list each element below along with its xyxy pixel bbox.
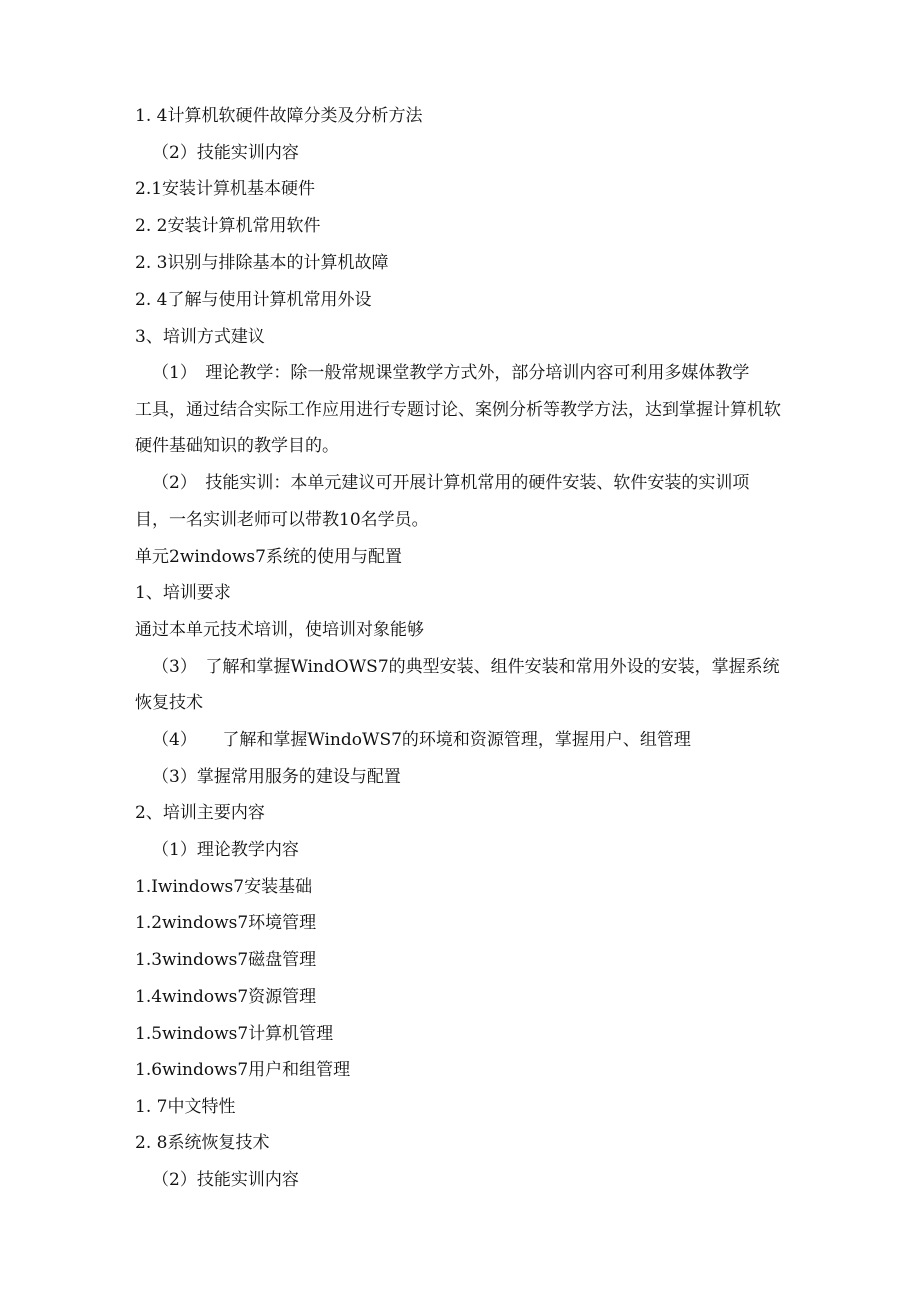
section-heading: 1、培训要求 (135, 583, 231, 603)
text-line: 1.6windows7用户和组管理 (135, 1060, 351, 1080)
text-line: （3）掌握常用服务的建设与配置 (152, 767, 401, 787)
text-line: （2） 技能实训：本单元建议可开展计算机常用的硬件安装、软件安装的实训项 (152, 473, 750, 493)
text-line: （1）理论教学内容 (152, 840, 299, 860)
text-line: 2.1安装计算机基本硬件 (135, 179, 316, 199)
text-line: 1.4windows7资源管理 (135, 987, 317, 1007)
text-line: （2）技能实训内容 (152, 1170, 299, 1190)
text-line: 硬件基础知识的教学目的。 (135, 436, 339, 456)
text-line: 1. 4计算机软硬件故障分类及分析方法 (135, 106, 423, 126)
unit-heading: 单元2windows7系统的使用与配置 (135, 547, 402, 567)
text-line: （1） 理论教学：除一般常规课堂教学方式外，部分培训内容可利用多媒体教学 (152, 363, 750, 383)
text-line: 1. 7中文特性 (135, 1097, 236, 1117)
text-line: 工具，通过结合实际工作应用进行专题讨论、案例分析等教学方法，达到掌握计算机软 (135, 400, 781, 420)
text-line: 通过本单元技术培训，使培训对象能够 (135, 620, 424, 640)
text-line: 1.2windows7环境管理 (135, 913, 317, 933)
text-line: 1.3windows7磁盘管理 (135, 950, 317, 970)
section-heading: 3、培训方式建议 (135, 327, 265, 347)
text-line: 恢复技术 (135, 693, 203, 713)
text-line: （2）技能实训内容 (152, 143, 299, 163)
text-line: 2. 3识别与排除基本的计算机故障 (135, 253, 389, 273)
text-line: （4） 了解和掌握WindoWS7的环境和资源管理，掌握用户、组管理 (152, 730, 691, 750)
text-line: 2. 8系统恢复技术 (135, 1133, 270, 1153)
text-line: 2. 2安装计算机常用软件 (135, 216, 321, 236)
text-line: 1.Iwindows7安装基础 (135, 877, 313, 897)
text-line: （3） 了解和掌握WindOWS7的典型安装、组件安装和常用外设的安装，掌握系统 (152, 657, 780, 677)
text-line: 目，一名实训老师可以带教10名学员。 (135, 510, 429, 530)
text-line: 2. 4了解与使用计算机常用外设 (135, 290, 372, 310)
section-heading: 2、培训主要内容 (135, 803, 265, 823)
text-line: 1.5windows7计算机管理 (135, 1024, 334, 1044)
